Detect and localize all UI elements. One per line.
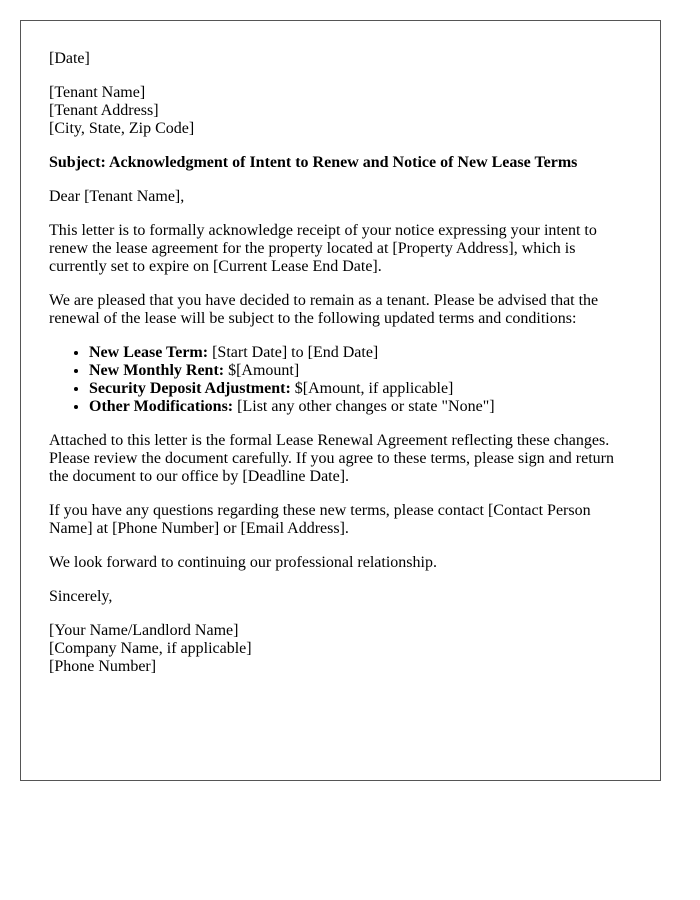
term-value: $[Amount] (224, 362, 300, 379)
term-other-modifications (89, 398, 632, 416)
paragraph-terms-intro: We are pleased that you have decided to remain as a tenant. Please be advised that the renewal of the lease will be subject to the following updated terms and conditions: (49, 292, 599, 327)
term-monthly-rent (89, 362, 632, 380)
term-label: Other Modifications: (89, 398, 234, 415)
signature-name: [Your Name/Landlord Name] (49, 622, 239, 639)
term-security-deposit (89, 380, 632, 398)
term-value: [List any other changes or state "None"] (233, 398, 495, 415)
term-lease-term (89, 344, 632, 362)
recipient-name: [Tenant Name] (49, 84, 146, 101)
signature-company: [Company Name, if applicable] (49, 640, 252, 657)
subject-line: Subject: Acknowledgment of Intent to Renew and Notice of New Lease Terms (49, 154, 578, 171)
paragraph-acknowledgment: This letter is to formally acknowledge receipt of your notice expressing your intent to renew the lease agreement for the property located at [Property Address], which is currently set to expire on [Current Lease End Date]. (49, 222, 597, 275)
term-value: $[Amount, if applicable] (290, 380, 454, 397)
recipient-address: [Tenant Address] (49, 102, 159, 119)
paragraph-attachment: Attached to this letter is the formal Lease Renewal Agreement reflecting these changes. Please review the document carefully. If you agree to these terms, please sign and return the document to our office by [Deadline Date]. (49, 432, 614, 485)
term-label: Security Deposit Adjustment: (89, 380, 291, 397)
term-label: New Monthly Rent: (89, 362, 225, 379)
salutation: Dear [Tenant Name], (49, 188, 185, 205)
term-label: New Lease Term: (89, 344, 209, 361)
terms-list (49, 344, 632, 416)
signoff: Sincerely, (49, 588, 113, 605)
recipient-block (49, 84, 632, 138)
term-value: [Start Date] to [End Date] (208, 344, 379, 361)
signature-block (49, 622, 632, 676)
paragraph-contact: If you have any questions regarding these new terms, please contact [Contact Person Name] at [Phone Number] or [Email Address]. (49, 502, 591, 537)
paragraph-closing: We look forward to continuing our professional relationship. (49, 554, 437, 571)
recipient-city-state-zip: [City, State, Zip Code] (49, 120, 195, 137)
letter-date: [Date] (49, 50, 90, 67)
signature-phone: [Phone Number] (49, 658, 157, 675)
letter-page (20, 20, 661, 781)
